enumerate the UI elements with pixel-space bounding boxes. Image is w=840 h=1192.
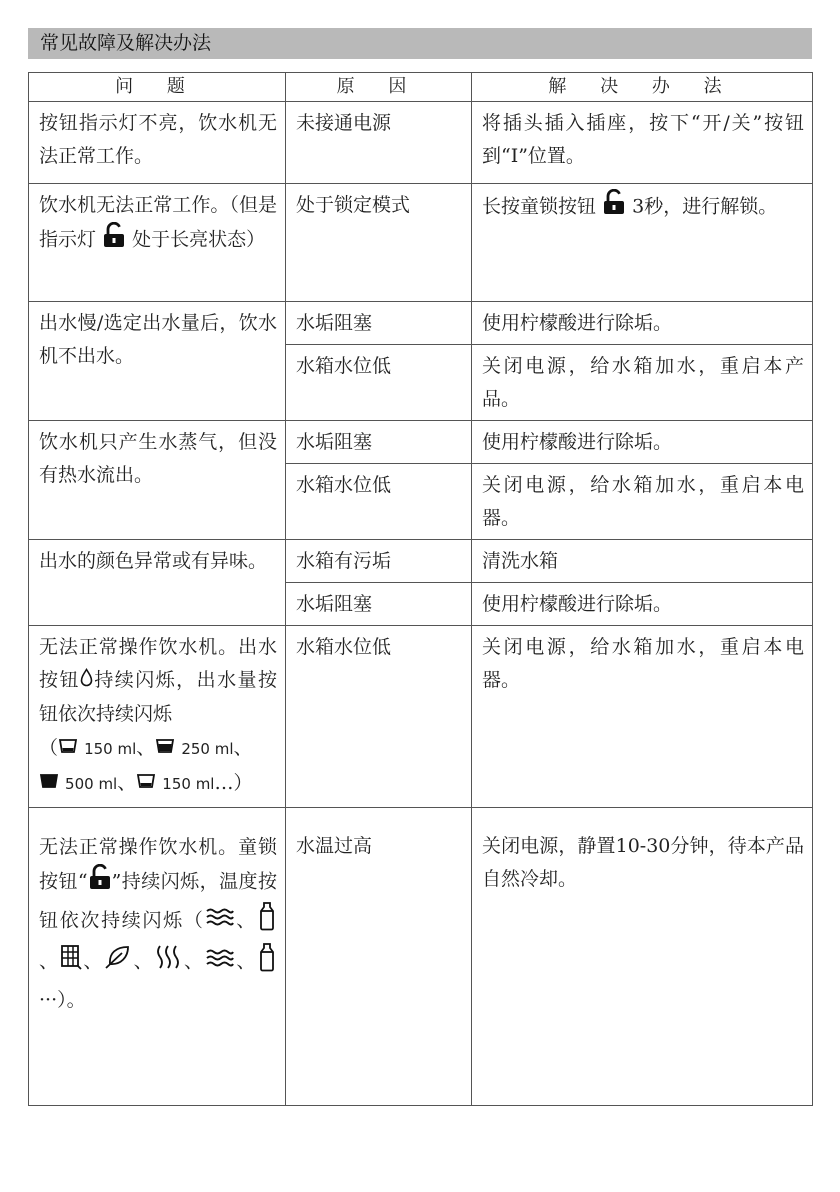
cause-cell: 水温过高 [286, 808, 472, 1106]
cause-cell: 水垢阻塞 [286, 421, 472, 464]
header-problem: 问 题 [29, 73, 286, 102]
solution-cell: 长按童锁按钮 3秒，进行解锁。 [472, 184, 813, 302]
header-solution: 解 决 办 法 [472, 73, 813, 102]
header-cause: 原 因 [286, 73, 472, 102]
cause-cell: 水箱水位低 [286, 464, 472, 540]
section-title: 常见故障及解决办法 [28, 28, 812, 59]
table-row [29, 421, 813, 464]
steam-icon [154, 944, 182, 981]
cause-cell: 处于锁定模式 [286, 184, 472, 302]
problem-cell: 饮水机无法正常工作。（但是指示灯 处于长亮状态） [29, 184, 286, 302]
problem-cell: 无法正常操作饮水机。出水按钮 持续闪烁，出水量按钮依次持续闪烁 （ 150 ml、 250 ml、 500 ml、 150 ml…） [29, 626, 286, 808]
bottle-icon [257, 901, 277, 942]
cause-cell: 水垢阻塞 [286, 302, 472, 345]
cup-empty-icon [58, 732, 78, 766]
cause-cell: 水箱水位低 [286, 626, 472, 808]
table-row [29, 626, 813, 808]
lock-icon [602, 189, 626, 226]
lock-icon [88, 864, 112, 901]
lock-icon [102, 222, 126, 259]
problem-cell: 按钮指示灯不亮，饮水机无法正常工作。 [29, 102, 286, 184]
cup-full-icon [39, 767, 59, 801]
table-row [29, 302, 813, 345]
solution-cell: 关闭电源，静置10-30分钟，待本产品自然冷却。 [472, 808, 813, 1106]
waves-icon [205, 905, 235, 939]
problem-cell: 无法正常操作饮水机。童锁按钮“ ”持续闪烁，温度按钮依次持续闪烁（ 、、 、 、 、 、 ···）。 [29, 808, 286, 1106]
volume-icons-line-1: （ 150 ml、 250 ml、 [39, 731, 277, 766]
leaf-icon [104, 944, 132, 981]
water-drop-icon [80, 665, 93, 698]
bottle-icon [257, 942, 277, 983]
solution-cell: 关闭电源，给水箱加水，重启本电器。 [472, 464, 813, 540]
waves-icon [205, 946, 235, 980]
cause-cell: 水垢阻塞 [286, 583, 472, 626]
solution-cell: 关闭电源，给水箱加水，重启本产品。 [472, 345, 813, 421]
solution-cell: 使用柠檬酸进行除垢。 [472, 302, 813, 345]
cause-cell: 水箱水位低 [286, 345, 472, 421]
troubleshooting-table [28, 72, 813, 1106]
solution-cell: 关闭电源，给水箱加水，重启本电器。 [472, 626, 813, 808]
volume-icons-line-2: 500 ml、 150 ml…） [39, 766, 277, 801]
cup-empty-icon [136, 767, 156, 801]
table-row [29, 102, 813, 184]
solution-cell: 使用柠檬酸进行除垢。 [472, 583, 813, 626]
table-row [29, 184, 813, 302]
table-row [29, 540, 813, 583]
solution-cell: 清洗水箱 [472, 540, 813, 583]
cause-cell: 未接通电源 [286, 102, 472, 184]
table-header-row [29, 73, 813, 102]
table-row [29, 808, 813, 1106]
problem-cell: 饮水机只产生水蒸气，但没有热水流出。 [29, 421, 286, 540]
problem-cell: 出水的颜色异常或有异味。 [29, 540, 286, 626]
solution-cell: 将插头插入插座，按下“开/关”按钮到“I”位置。 [472, 102, 813, 184]
cup-full-icon [155, 732, 175, 766]
grid-icon [60, 944, 82, 981]
problem-cell: 出水慢/选定出水量后，饮水机不出水。 [29, 302, 286, 421]
cause-cell: 水箱有污垢 [286, 540, 472, 583]
solution-cell: 使用柠檬酸进行除垢。 [472, 421, 813, 464]
